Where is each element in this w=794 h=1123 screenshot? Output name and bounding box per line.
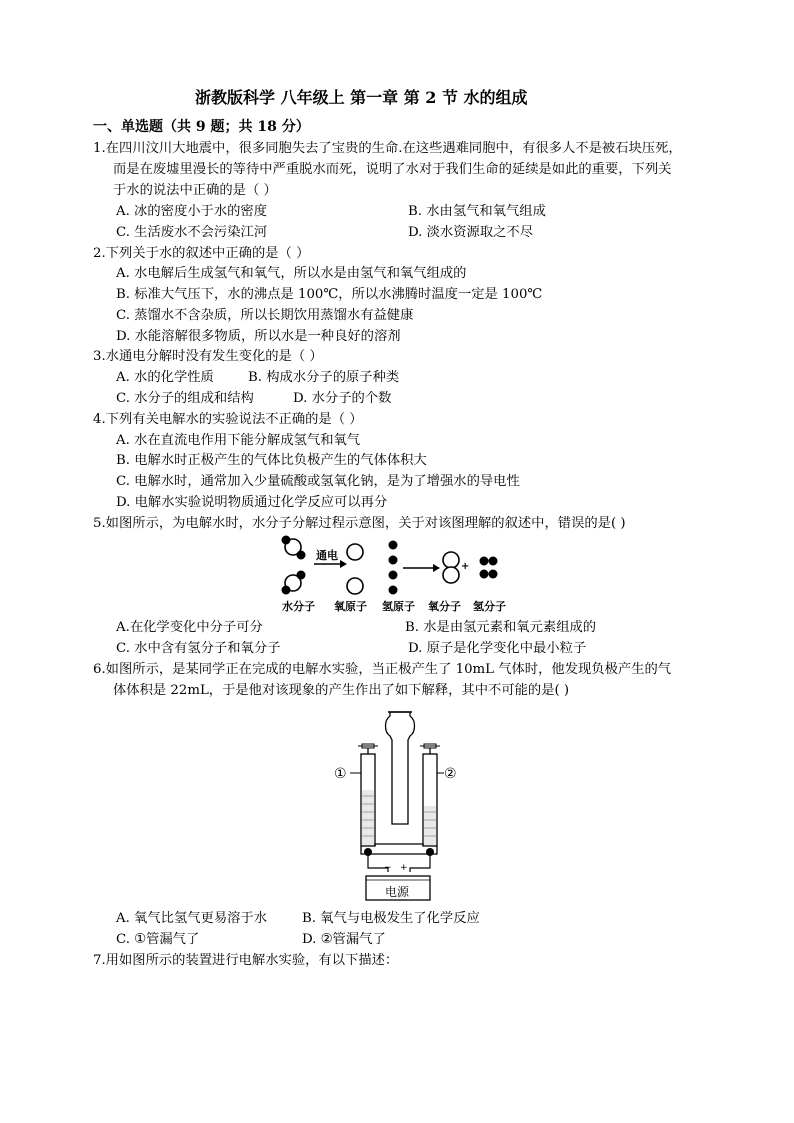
hydrogen-atom-2 [389,556,398,565]
q3-option-c: C. 水分子的组成和结构 [116,391,254,406]
q7-stem: 7.用如图所示的装置进行电解水实验，有以下描述： [93,953,399,968]
hydrogen-atom-1 [389,541,398,550]
label-oxygen-molecule: 氧分子 [428,600,461,613]
tube-1 [358,744,378,846]
q1-stem-line-2: 而是在废墟里漫长的等待中严重脱水而死，说明了水对于我们生命的延续是如此的重要，下列关 [113,162,672,177]
q4-option-b: B. 电解水时正极产生的气体比负极产生的气体体积大 [116,453,427,468]
q5-stem: 5.如图所示，为电解水时，水分子分解过程示意图，关于对该图理解的叙述中，错误的是( ) [93,516,626,531]
q1-option-a: A. 冰的密度小于水的密度 [116,204,268,219]
tube-1-label: ① [334,766,347,782]
electrode-right [426,848,434,856]
label-oxygen-atom: 氧原子 [334,600,367,613]
electrolysis-label: 通电 [316,549,338,562]
q3-option-d: D. 水分子的个数 [293,391,392,406]
document-title: 浙教版科学 八年级上 第一章 第 2 节 水的组成 [195,88,528,107]
q3-stem: 3.水通电分解时没有发生变化的是（ ） [93,349,323,364]
q6-stem-line-2: 体体积是 22mL，于是他对该现象的产生作出了如下解释，其中不可能的是( ) [113,683,570,698]
tube-2 [420,744,440,846]
q1-stem-line-3: 于水的说法中正确的是（ ） [113,183,277,198]
oxygen-molecule-atom-bottom [443,567,459,583]
hydrogen-atom-4 [389,586,398,595]
hydrogen-molecule-1a [480,557,489,566]
label-hydrogen-atom: 氢原子 [382,600,415,613]
q6-option-a: A. 氧气比氢气更易溶于水 [116,911,268,926]
water-molecule-decomposition-diagram [280,533,520,615]
q6-option-d: D. ②管漏气了 [302,932,386,947]
q2-option-b: B. 标准大气压下，水的沸点是 100℃，所以水沸腾时温度一定是 100℃ [116,287,543,302]
q3-option-b: B. 构成水分子的原子种类 [248,370,400,385]
q4-option-d: D. 电解水实验说明物质通过化学反应可以再分 [116,495,388,510]
q3-option-a: A. 水的化学性质 [116,370,214,385]
section-heading: 一、单选题（共 9 题；共 18 分） [93,119,310,135]
electrolysis-apparatus-diagram [330,706,480,906]
oxygen-atom-1 [347,544,363,560]
tube-2-label: ② [444,766,457,782]
hydrogen-molecule-2a [480,570,489,579]
plus-sign: + [461,561,470,572]
q2-stem: 2.下列关于水的叙述中正确的是（ ） [93,246,310,261]
q2-option-d: D. 水能溶解很多物质，所以水是一种良好的溶剂 [116,329,401,344]
minus-terminal: − [384,863,392,873]
q4-option-a: A. 水在直流电作用下能分解成氢气和氧气 [116,433,361,448]
wire-right [410,856,430,872]
q5-option-d: D. 原子是化学变化中最小粒子 [408,641,587,656]
oxygen-atom-2 [347,578,363,594]
oxygen-molecule-atom-top [443,552,459,568]
q2-option-c: C. 蒸馏水不含杂质，所以长期饮用蒸馏水有益健康 [116,308,414,323]
q4-option-c: C. 电解水时，通常加入少量硫酸或氢氧化钠，是为了增强水的导电性 [116,474,520,489]
hydrogen-molecule-2b [489,570,498,579]
q1-stem-line-1: 1.在四川汶川大地震中，很多同胞失去了宝贵的生命.在这些遇难同胞中，有很多人不是被石块压死， [93,141,682,156]
power-supply-label: 电源 [385,885,410,899]
q6-option-c: C. ①管漏气了 [116,932,200,947]
q1-option-c: C. 生活废水不会污染江河 [116,225,268,240]
q5-option-b: B. 水是由氢元素和氧元素组成的 [405,620,597,635]
electrode-left [364,848,372,856]
q2-option-a: A. 水电解后生成氢气和氧气，所以水是由氢气和氧气组成的 [116,266,467,281]
plus-terminal: + [400,863,408,873]
q6-stem-line-1: 6.如图所示，是某同学正在完成的电解水实验，当正极产生了 10mL 气体时，他发现负极产生的气 [93,662,672,677]
q5-option-a: A.在化学变化中分子可分 [116,620,263,635]
label-water-molecule: 水分子 [282,600,315,613]
arrow-2-head [433,564,440,572]
hydrogen-atom-3 [389,571,398,580]
q6-option-b: B. 氧气与电极发生了化学反应 [302,911,480,926]
reservoir-bulb [386,712,415,824]
q1-option-d: D. 淡水资源取之不尽 [408,225,534,240]
water-molecule-bottom [282,571,306,595]
arrow-1-head [340,560,347,568]
q5-option-c: C. 水中含有氢分子和氧分子 [116,641,281,656]
q1-option-b: B. 水由氢气和氧气组成 [408,204,546,219]
q4-stem: 4.下列有关电解水的实验说法不正确的是（ ） [93,412,363,427]
water-molecule-top [282,536,306,560]
hydrogen-molecule-1b [489,557,498,566]
label-hydrogen-molecule: 氢分子 [473,600,506,613]
